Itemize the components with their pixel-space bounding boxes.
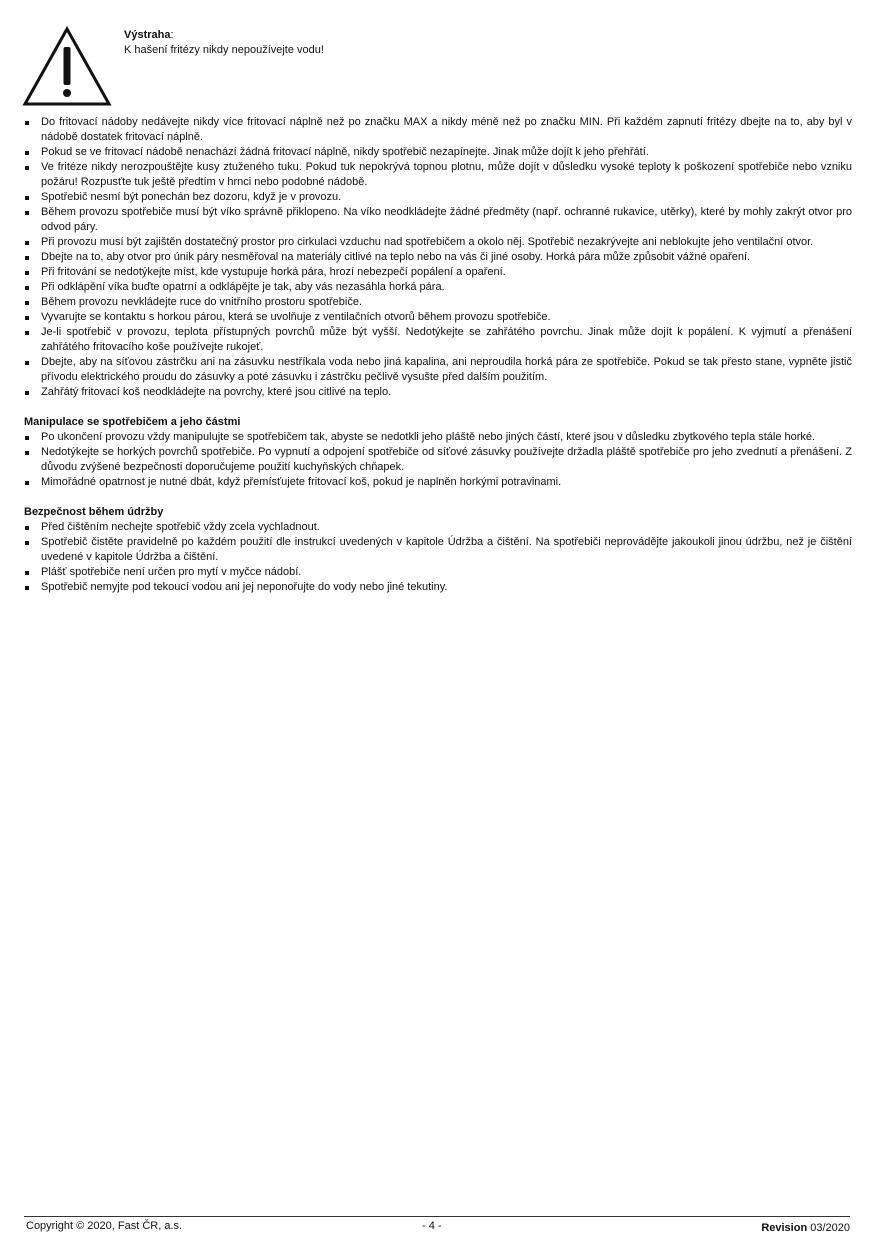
list-item: Po ukončení provozu vždy manipulujte se spotřebičem tak, abyste se nedotkli jeho pláště nebo jiných částí, které jsou v důsledku zbytkového tepla stále horké. [24,430,852,445]
revision-value: 03/2020 [810,1222,850,1234]
list-item: Ve fritéze nikdy nerozpouštějte kusy ztuženého tuku. Pokud tuk nepokrývá topnou plotnu, může dojít v důsledku vysoké teploty k poškození spotřebiče nebo vzniku požáru! Rozpusťte tuk ještě předtím v hrnci nebo podobné nádobě. [24,160,852,190]
section-title: Bezpečnost během údržby [24,506,164,518]
warning-title: Výstraha [124,29,171,41]
list-item: Při fritování se nedotýkejte míst, kde vystupuje horká pára, hrozí nebezpečí popálení a opaření. [24,265,852,280]
list-item: Během provozu spotřebiče musí být víko správně přiklopeno. Na víko neodkládejte žádné předměty (např. ochranné rukavice, utěrky), které by mohly zakrýt otvor pro odvod páry. [24,205,852,235]
footer-revision [761,1221,850,1236]
footer-page-number: - 4 - [422,1220,442,1232]
warning-heading [124,28,824,43]
revision-label: Revision [761,1222,808,1234]
safety-content [24,115,852,595]
list-item: Zahřátý fritovací koš neodkládejte na povrchy, které jsou citlivé na teplo. [24,385,852,400]
list-item: Během provozu nevkládejte ruce do vnitřního prostoru spotřebiče. [24,295,852,310]
general-safety-list [24,115,852,400]
section-maintenance [24,505,852,595]
list-item: Dbejte, aby na síťovou zástrčku ani na zásuvku nestříkala voda nebo jiná kapalina, ani neproudila horká pára ze spotřebiče. Pokud se tak přesto stane, vypněte jistič přívodu elektrického proudu do zásuvky a poté zásuvku i zástrčku pečlivě vysušte před dalším použitím. [24,355,852,385]
list-item: Při odklápění víka buďte opatrní a odklápějte je tak, aby vás nezasáhla horká pára. [24,280,852,295]
handling-list [24,430,852,490]
list-item: Při provozu musí být zajištěn dostatečný prostor pro cirkulaci vzduchu nad spotřebičem a okolo něj. Spotřebič nezakrývejte ani neblokujte jeho ventilační otvor. [24,235,852,250]
maintenance-list [24,520,852,595]
warning-block [124,28,824,58]
warning-title-suffix: : [170,29,174,41]
list-item: Spotřebič čistěte pravidelně po každém použití dle instrukcí uvedených v kapitole Údržba a čištění. Na spotřebiči neprovádějte jakoukoli jinou údržbu, než je čištění uvedené v kapitole Údržba a čištění. [24,535,852,565]
footer-divider [24,1216,850,1217]
list-item: Spotřebič nesmí být ponechán bez dozoru, když je v provozu. [24,190,852,205]
list-item: Plášť spotřebiče není určen pro mytí v myčce nádobí. [24,565,852,580]
list-item: Dbejte na to, aby otvor pro únik páry nesměřoval na materiály citlivé na teplo nebo na vás či jiné osoby. Horká pára může způsobit vážné opaření. [24,250,852,265]
section-handling [24,415,852,490]
section-title: Manipulace se spotřebičem a jeho částmi [24,416,241,428]
list-item: Vyvarujte se kontaktu s horkou párou, která se uvolňuje z ventilačních otvorů během provozu spotřebiče. [24,310,852,325]
list-item: Před čištěním nechejte spotřebič vždy zcela vychladnout. [24,520,852,535]
list-item: Je-li spotřebič v provozu, teplota přístupných povrchů může být vyšší. Nedotýkejte se zahřátého povrchu. Jinak může dojít k popálení. K vyjmutí a přenášení zahřátého fritovacího koše používejte rukojeť. [24,325,852,355]
warning-triangle-icon [22,25,112,107]
list-item: Do fritovací nádoby nedávejte nikdy více fritovací náplně než po značku MAX a nikdy méně než po značku MIN. Při každém zapnutí fritézy dbejte na to, aby byl v nádobě dostatek fritovací náplně. [24,115,852,145]
list-item: Mimořádné opatrnost je nutné dbát, když přemísťujete fritovací koš, pokud je naplněn horkými potravinami. [24,475,852,490]
list-item: Nedotýkejte se horkých povrchů spotřebiče. Po vypnutí a odpojení spotřebiče od síťové zásuvky používejte držadla pláště spotřebiče pro jeho zvednutí a přenášení. Z důvodu zvýšené bezpečnosti doporučujeme použití kuchyňských chňapek. [24,445,852,475]
footer-copyright: Copyright © 2020, Fast ČR, a.s. [26,1220,183,1232]
list-item: Pokud se ve fritovací nádobě nenachází žádná fritovací náplně, nikdy spotřebič nezapínejte. Jinak může dojít k jeho přehřátí. [24,145,852,160]
list-item: Spotřebič nemyjte pod tekoucí vodou ani jej neponořujte do vody nebo jiné tekutiny. [24,580,852,595]
warning-message: K hašení fritézy nikdy nepoužívejte vodu! [124,44,324,56]
